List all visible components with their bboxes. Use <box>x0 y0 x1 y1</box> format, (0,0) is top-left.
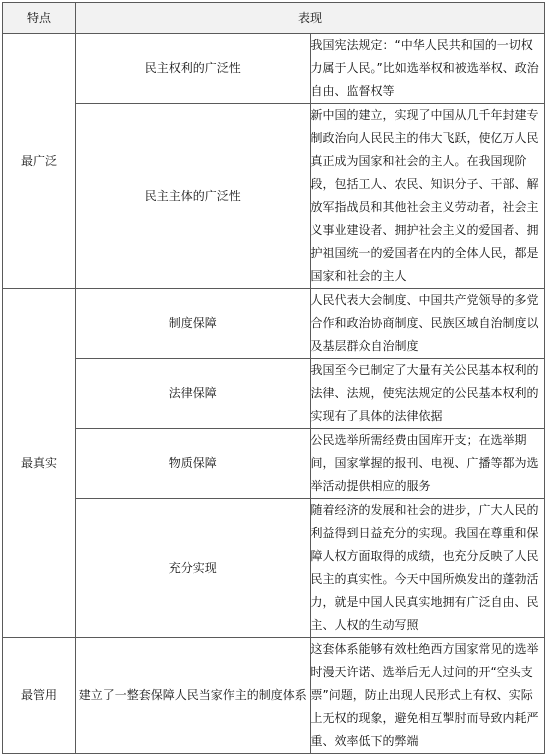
table-row <box>3 638 545 754</box>
aspect-cell: 物质保障 <box>76 429 311 499</box>
table-row <box>3 104 545 289</box>
description-cell: 我国宪法规定：“中华人民共和国的一切权力属于人民。”比如选举权和被选举权、政治自由、监督权等 <box>310 34 545 104</box>
democracy-features-table <box>2 2 545 754</box>
description-cell: 我国至今已制定了大量有关公民基本权利的法律、法规，使宪法规定的公民基本权利的实现有了具体的法律依据 <box>310 359 545 429</box>
description-cell: 人民代表大会制度、中国共产党领导的多党合作和政治协商制度、民族区域自治制度以及基层群众自治制度 <box>310 289 545 359</box>
aspect-cell: 建立了一整套保障人民当家作主的制度体系 <box>76 638 311 754</box>
table-header-row <box>3 3 545 34</box>
feature-real: 最真实 <box>3 289 76 638</box>
description-cell: 公民选举所需经费由国库开支；在选举期间，国家掌握的报刊、电视、广播等都为选举活动提供相应的服务 <box>310 429 545 499</box>
feature-useful: 最管用 <box>3 638 76 754</box>
table-row <box>3 429 545 499</box>
aspect-cell: 制度保障 <box>76 289 311 359</box>
description-cell: 这套体系能够有效杜绝西方国家常见的选举时漫天许诺、选举后无人过问的开“空头支票”问题，防止出现人民形式上有权、实际上无权的现象，避免相互掣肘而导致内耗严重、效率低下的弊端 <box>310 638 545 754</box>
aspect-cell: 法律保障 <box>76 359 311 429</box>
feature-broad: 最广泛 <box>3 34 76 289</box>
table-row <box>3 499 545 638</box>
table-row <box>3 289 545 359</box>
header-feature: 特点 <box>3 3 76 34</box>
description-cell: 新中国的建立，实现了中国从几千年封建专制政治向人民民主的伟大飞跃，使亿万人民真正成为国家和社会的主人。在我国现阶段，包括工人、农民、知识分子、干部、解放军指战员和其他社会主义劳动者，社会主义事业建设者、拥护社会主义的爱国者、拥护祖国统一的爱国者在内的全体人民，都是国家和社会的主人 <box>310 104 545 289</box>
aspect-cell: 充分实现 <box>76 499 311 638</box>
table-row <box>3 34 545 104</box>
description-cell: 随着经济的发展和社会的进步，广大人民的利益得到日益充分的实现。我国在尊重和保障人权方面取得的成绩，也充分反映了人民民主的真实性。今天中国所焕发出的蓬勃活力，就是中国人民真实地拥有广泛自由、民主、人权的生动写照 <box>310 499 545 638</box>
aspect-cell: 民主权利的广泛性 <box>76 34 311 104</box>
aspect-cell: 民主主体的广泛性 <box>76 104 311 289</box>
table-row <box>3 359 545 429</box>
header-content: 表现 <box>76 3 545 34</box>
